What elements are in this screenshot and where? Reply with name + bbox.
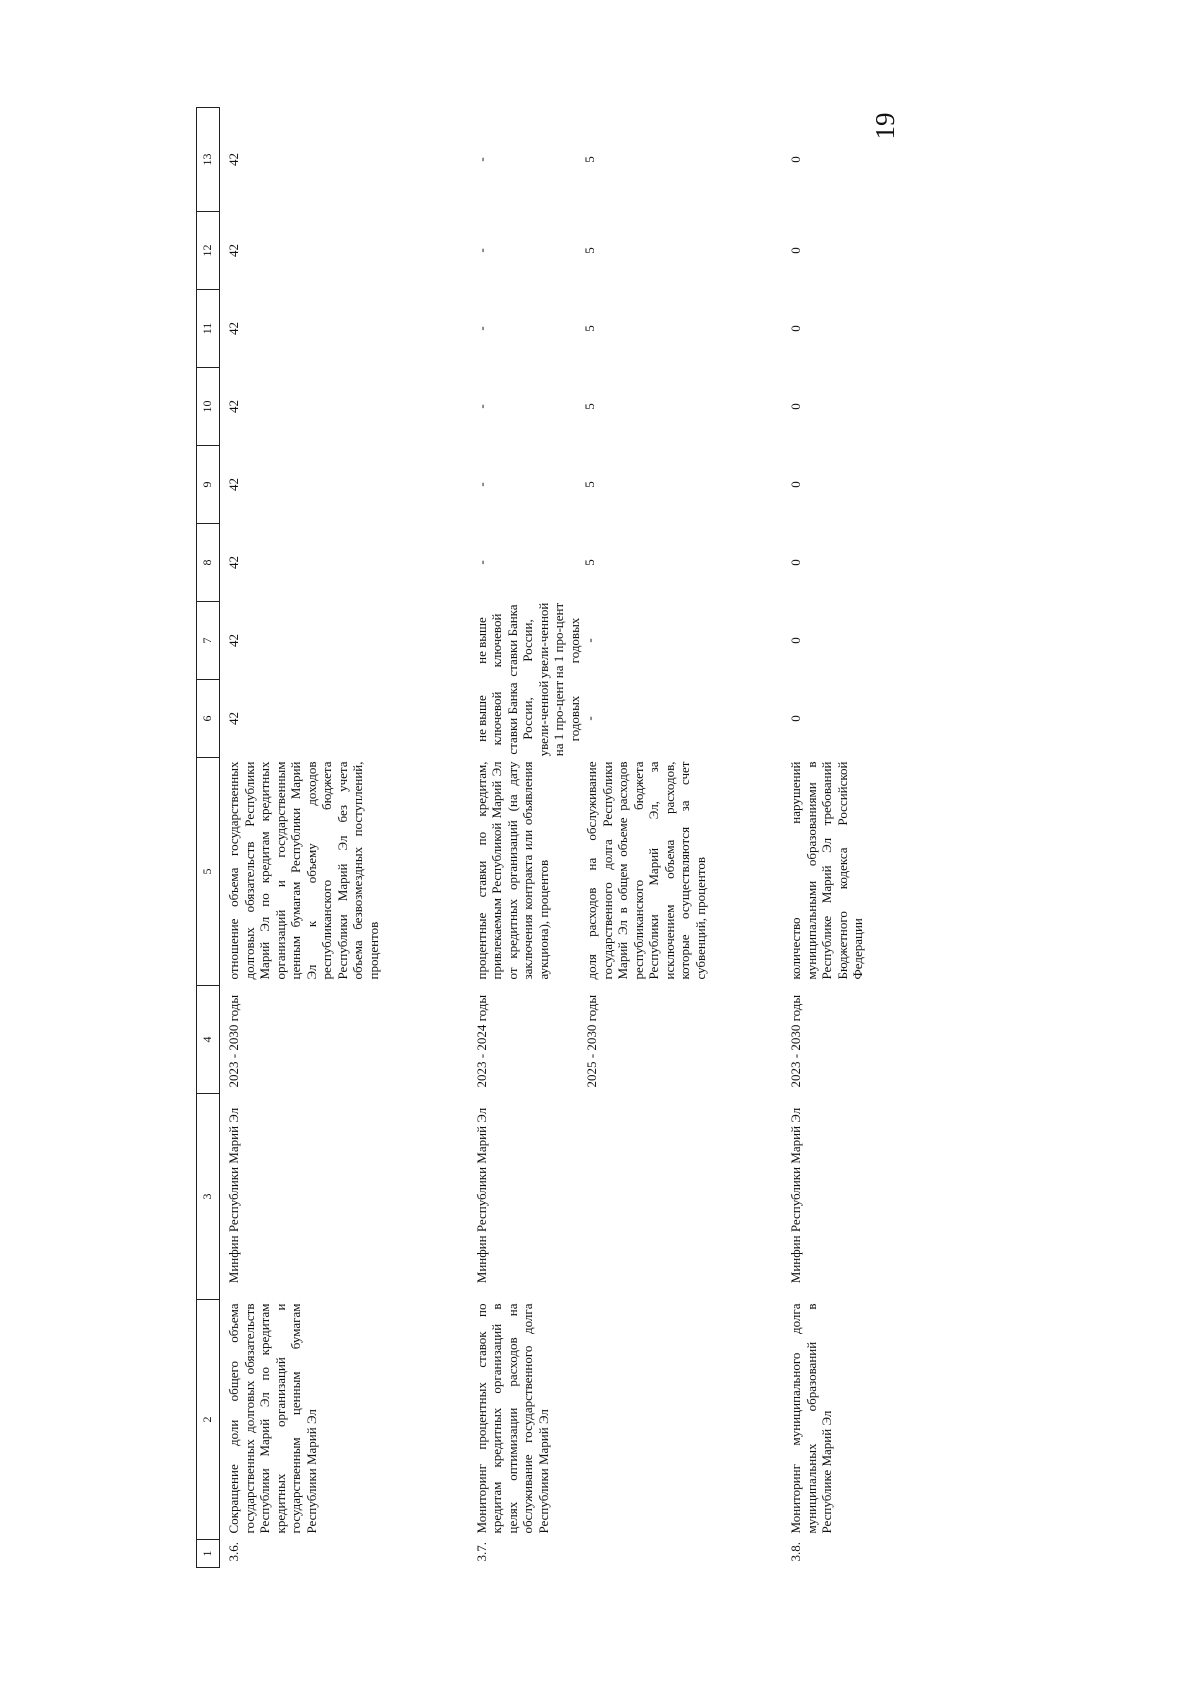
task-cell: Мониторинг процентных ставок по кредитам кредитных организаций в целях оптимизации расходов на обслуживание государственного долга Республики Марий Эл (473, 1303, 551, 1534)
period-cell: 2025 - 2030 годы (584, 994, 599, 1088)
table-row (582, 108, 782, 1568)
task-cell: Сокращение доли общего объема государственных долговых обязательств Республики Марий Эл по кредитам кредитных организаций и государственным ценным бумагам Республики Марий Эл (226, 1303, 319, 1534)
executor-cell-empty (582, 1094, 782, 1300)
value-cell: 0 (788, 156, 803, 163)
value-cell: - (473, 157, 489, 162)
value-cell: 42 (226, 244, 241, 257)
column-header: 6 (197, 680, 220, 758)
value-cell: 42 (226, 478, 241, 491)
value-cell: 42 (226, 556, 241, 569)
value-cell: 42 (226, 634, 241, 647)
page-number: 19 (870, 112, 900, 140)
column-header: 13 (197, 108, 220, 212)
rotated-table-area (196, 108, 996, 1568)
period-cell: 2023 - 2024 годы (473, 994, 489, 1088)
value-cell: 42 (226, 153, 241, 166)
value-cell: 5 (582, 403, 597, 410)
row-number: 3.8. (788, 1542, 803, 1562)
column-header: 4 (197, 986, 220, 1094)
period-cell: 2023 - 2030 годы (226, 994, 241, 1088)
executor-cell: Минфин Республики Марий Эл (226, 1107, 241, 1284)
value-cell: - (582, 638, 597, 643)
executor-cell: Минфин Республики Марий Эл (788, 1107, 803, 1284)
value-cell: 0 (788, 637, 803, 644)
value-cell: 5 (582, 247, 597, 254)
column-header: 3 (197, 1094, 220, 1300)
value-cell: - (473, 326, 489, 331)
value-cell: 5 (582, 156, 597, 163)
value-cell: 0 (788, 559, 803, 566)
row-number: 3.6. (226, 1542, 241, 1562)
value-cell: - (473, 248, 489, 253)
table-row (220, 108, 468, 1568)
value-cell: 5 (582, 325, 597, 332)
row-number-empty (582, 1540, 782, 1568)
value-cell: 0 (788, 481, 803, 488)
value-cell: 0 (788, 247, 803, 254)
executor-cell: Минфин Республики Марий Эл (473, 1107, 489, 1284)
value-cell: - (582, 716, 597, 721)
value-cell: 42 (226, 712, 241, 725)
table-row (468, 108, 583, 1568)
value-cell: 0 (788, 403, 803, 410)
value-cell: 42 (226, 400, 241, 413)
column-header: 9 (197, 446, 220, 524)
column-header: 12 (197, 212, 220, 290)
column-header: 10 (197, 368, 220, 446)
value-cell: 5 (582, 559, 597, 566)
column-number-row (197, 108, 220, 1568)
table-row (782, 108, 866, 1568)
column-header: 11 (197, 290, 220, 368)
row-number: 3.7. (473, 1542, 489, 1562)
program-table (196, 107, 866, 1568)
value-cell: 0 (788, 325, 803, 332)
period-cell: 2023 - 2030 годы (788, 994, 803, 1088)
column-header: 1 (197, 1540, 220, 1568)
task-cell: Мониторинг муниципального долга муниципальных образований в Республике Марий Эл (788, 1303, 834, 1534)
value-cell: 0 (788, 715, 803, 722)
value-cell: 5 (582, 481, 597, 488)
column-header: 2 (197, 1300, 220, 1540)
value-cell: - (473, 482, 489, 487)
indicator-cell: процентные ставки по кредитам, привлекаемым Республикой Марий Эл от кредитных организаций (на дату заключения контракта или объявления аукциона), процентов (473, 761, 551, 980)
value-cell: - (473, 404, 489, 409)
column-header: 8 (197, 524, 220, 602)
value-cell: 42 (226, 322, 241, 335)
indicator-cell: доля расходов на обслуживание государственного долга Республики Марий Эл в общем объеме расходов республиканского бюджета Республики Марий Эл, за исключением объема расходов, которые осуществляются за счет субвенций, процентов (584, 761, 708, 980)
column-header: 7 (197, 602, 220, 680)
value-cell: не выше ключевой ставки Банка России, увели-ченной на 1 про-цент годовых (473, 602, 582, 679)
indicator-cell: отношение объема государственных долговых обязательств Республики Марий Эл по кредитам кредитных организаций и государственным ценным бумагам Республики Марий Эл к объему доходов республиканского бюджета Республики Марий Эл без учета объема безвозмездных поступлений, процентов (226, 761, 381, 980)
value-cell: не выше ключевой ставки Банка России, увели-ченной на 1 про-цент годовых (473, 680, 582, 757)
value-cell: - (473, 560, 489, 565)
indicator-cell: количество нарушений муниципальными образованиями в Республике Марий Эл требований Бюджетного кодекса Российской Федерации (788, 761, 865, 980)
column-header: 5 (197, 758, 220, 986)
task-cell-empty (582, 1300, 782, 1540)
